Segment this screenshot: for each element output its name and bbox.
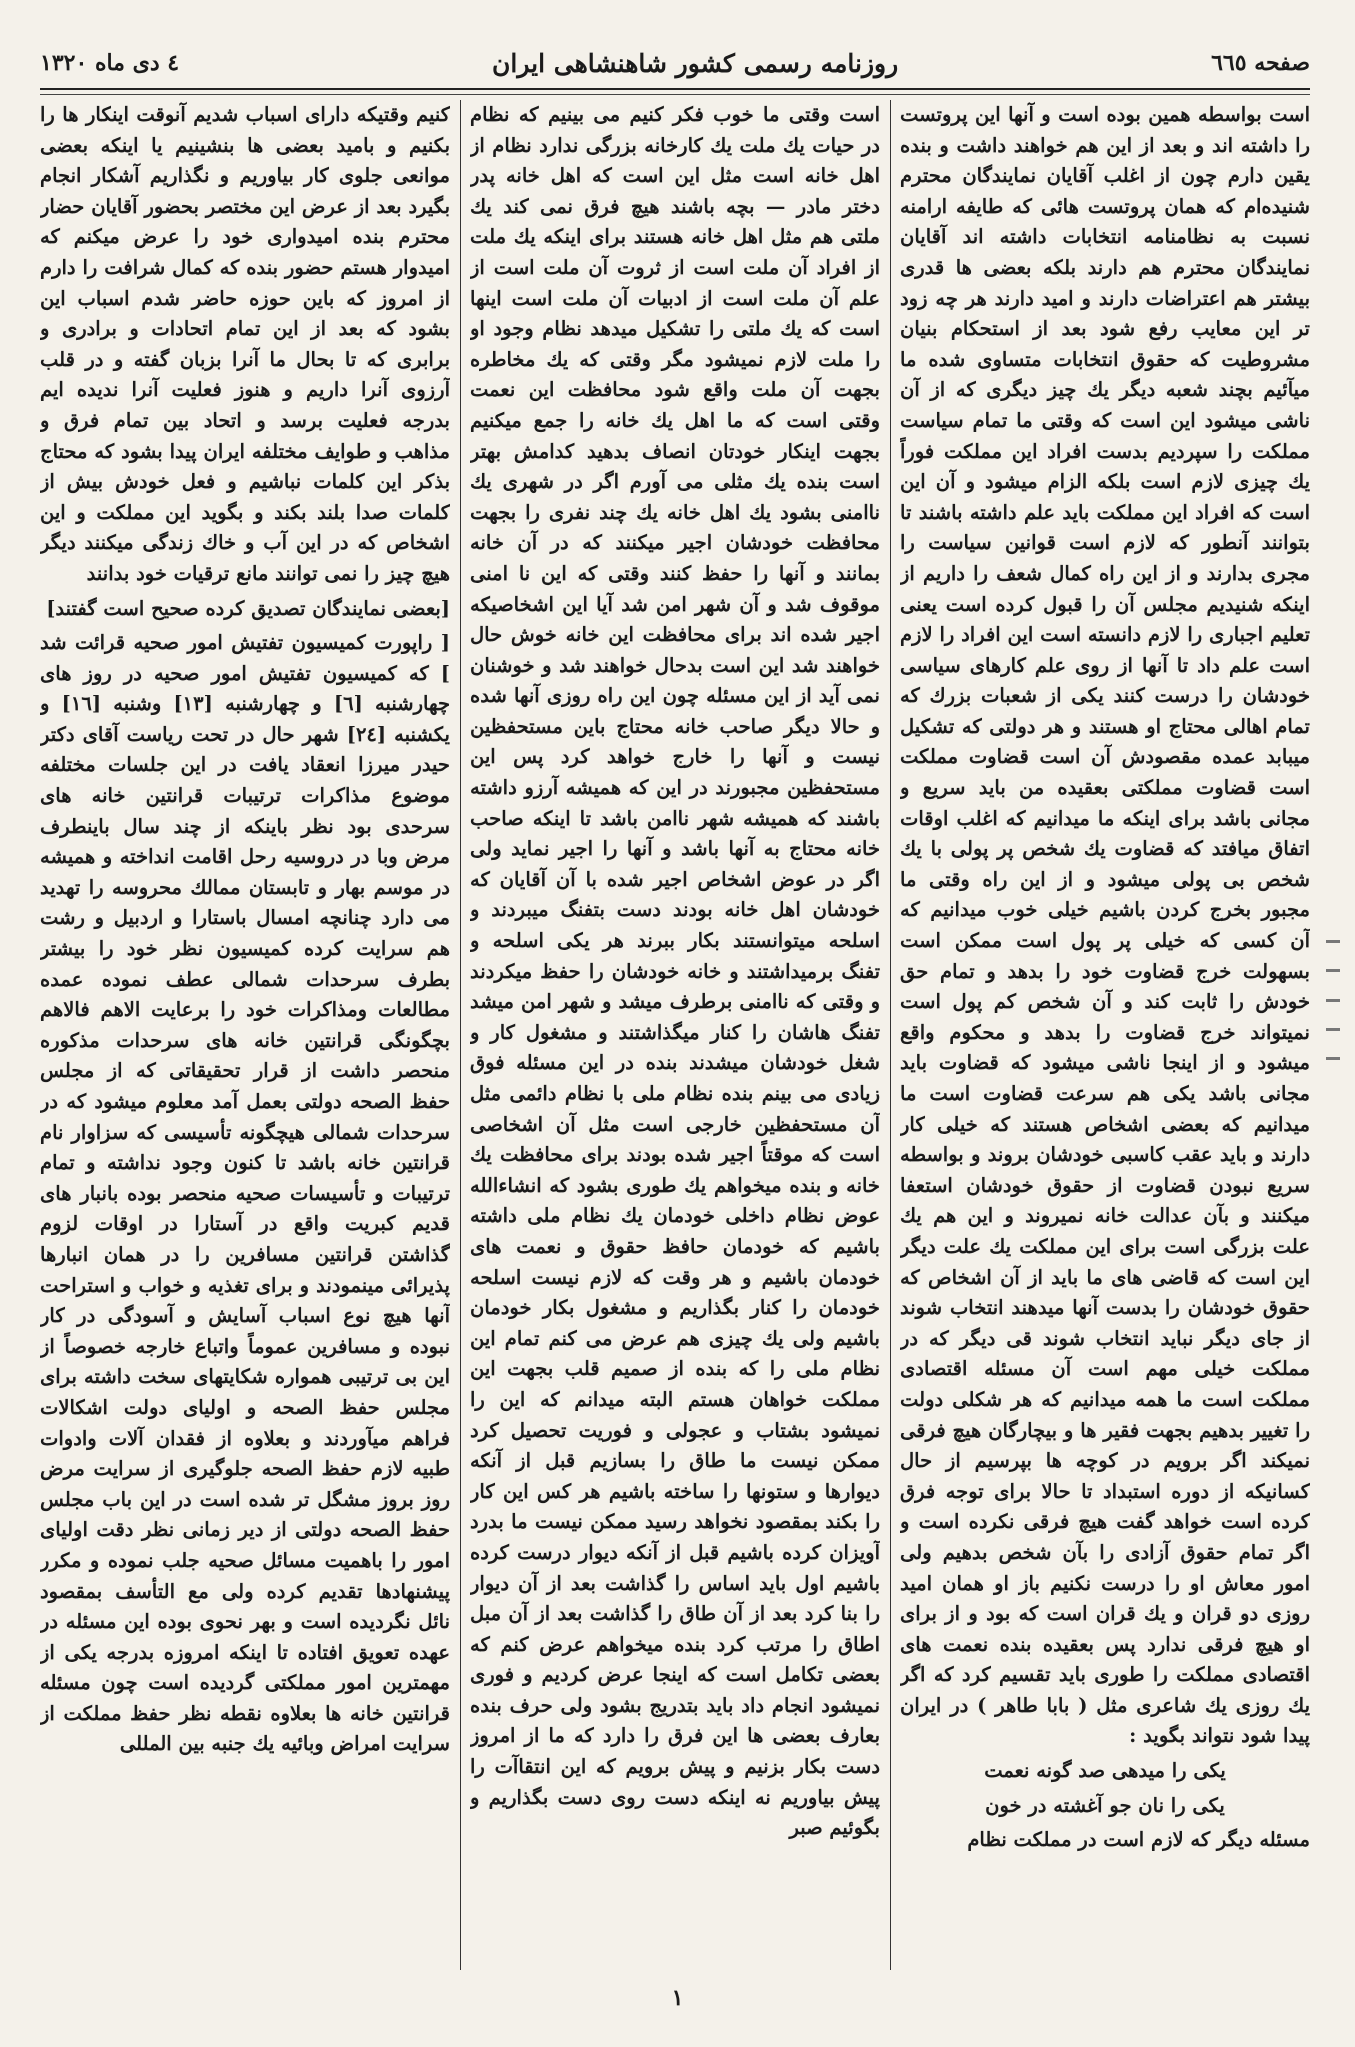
column-left	[40, 100, 450, 1970]
header-rule	[40, 88, 1310, 90]
header-rule-thin	[40, 94, 1310, 95]
paragraph: کنیم وقتیکه دارای اسباب شدیم آنوقت اینکار ها را بکنیم و بامید بعضی ها بنشینیم یا اینکه بعضی موانعی جلوی کار بیاوریم و نگذاریم آشکار انجام بگیرد بعد از عرض این مختصر بحضور آقایان حضار محترم بنده امیدواری خود را عرض میکنم که امیدوار هستم حضور بنده که کمال شرافت را دارم از امروز که باین حوزه حاضر شدم اسباب این بشود که بعد از این تمام اتحادات و برادری و برابری که تا بحال ما آنرا بزبان گفته و در قلب آرزوی آنرا داریم و هنوز فعلیت آنرا ندیده ایم بدرجه فعلیت برسد و اتحاد بین تمام فرق و مذاهب و طوایف مختلفه ایران پیدا بشود که محتاج بذکر این کلمات نباشیم و فعل خودش بیش از کلمات صدا بلند بکند و بگوید این مملکت و این اشخاص که در این آب و خاك زندگی میکنند دیگر هیچ چیز را نمی توانند مانع ترقیات خود بدانند	[40, 103, 450, 585]
text-columns	[40, 100, 1310, 1970]
page-label: صفحه ٦٦٥	[1211, 50, 1310, 76]
newspaper-title: روزنامه رسمی کشور شاهنشاهی ایران	[492, 48, 899, 78]
paragraph: [ راپورت کمیسیون تفتیش امور صحیه قرائت شد ] که کمیسیون تفتیش امور صحیه در روز های چهارشنبه [٦] و چهارشنبه [۱۳] وشنبه [۱٦] و یکشنبه [۲٤] شهر حال در تحت ریاست آقای دکتر حیدر میرزا انعقاد یافت در این جلسات مختلفه موضوع مذاکرات ترتیبات قرانتین خانه های سرحدی بود نظر باینکه از چند سال باینطرف مرض وبا در دروسیه رحل اقامت انداخته و همیشه در موسم بهار و تابستان ممالك محروسه را تهدید می دارد چنانچه امسال باستارا و اردبیل و رشت هم سرایت کرده کمیسیون نظر خود را بیشتر بطرف سرحدات شمالی عطف نموده عمده مطالعات ومذاکرات خود را برعایت الاهم فالاهم بچگونگی قرانتین خانه های سرحدات مذکوره منحصر داشت از قرار تحقیقاتی که از مجلس حفظ الصحه دولتی بعمل آمد معلوم میشود که در سرحدات شمالی هیچگونه تأسیسی که سزاوار نام قرانتین خانه باشد تا کنون وجود نداشته و تمام ترتیبات و تأسیسات صحیه منحصر بوده بانبار های قدیم کبریت واقع در آستارا در اوقات لزوم گذاشتن قرانتین مسافرین را در همان انبارها پذیرائی مینمودند و برای تغذیه و خواب و استراحت آنها هیچ نوع اسباب آسایش و آسودگی در کار نبوده و مسافرین عموماً واتباع خارجه خصوصاً از این بی ترتیبی همواره شکایتهای سخت داشته برای مجلس حفظ الصحه و اولیای دولت اشکالات فراهم میآوردند و بعلاوه از فقدان آلات وادوات طبیه لازم حفظ الصحه جلوگیری از سرایت مرض روز بروز مشگل تر شده است در این باب مجلس حفظ الصحه دولتی از دیر زمانی نظر دقت اولیای امور را باهمیت مسائل صحیه جلب نموده و مکرر پیشنهادها تقدیم کرده ولی مع التأسف بمقصود نائل نگردیده است و بهر نحوی بوده این مسئله در عهده تعویق افتاده تا اینکه امروزه بدرجه یکی از مهمترین امور مملکتی گردیده است چون مسئله قرانتین خانه ها بعلاوه نقطه نظر حفظ مملکت از سرایت امراض وبائیه یك جنبه بین المللی	[40, 631, 450, 1756]
column-divider	[890, 100, 891, 1970]
column-right	[900, 100, 1310, 1970]
paragraph: مسئله دیگر که لازم است در مملکت نظام	[967, 1828, 1310, 1852]
column-middle	[470, 100, 880, 1970]
bracket-note: [بعضی نمایندگان تصدیق کرده صحیح است گفتند]	[46, 596, 450, 620]
issue-date: ٤ دی ماه ۱۳۲۰	[40, 50, 180, 76]
paragraph: است وقتی ما خوب فکر کنیم می بینیم که نظام در حیات یك ملت یك کارخانه بزرگی ندارد نظام از اهل خانه است مثل این است که اهل خانه پدر دختر مادر — بچه باشند هیچ فرق نمی کند یك ملتی هم مثل اهل خانه هستند برای اینکه یك ملت از افراد آن ملت است از ثروت آن ملت است از علم آن ملت است از ادبیات آن ملت است اینها است که یك ملتی را تشکیل میدهد نظام وجود او را ملت لازم نمیشود مگر وقتی که یك مخاطره بجهت آن ملت واقع شود محافظت این نعمت وقتی است که ما اهل یك خانه را جمع میکنیم بجهت اینکار خودتان انصاف بدهید کدامش بهتر است بنده یك مثلی می آورم اگر در شهری یك ناامنی بشود یك اهل خانه یك چند نفری را بجهت محافظت خودشان اجیر میکنند که در آن خانه بمانند و آنها را حفظ کنند وقتی که این نا امنی موقوف شد و آن شهر امن شد آیا این اشخاصیکه اجیر شده اند برای محافظت این خانه خوش حال خواهند شد این است بدحال خواهند شد و خوشنان نمی آید از این مسئله چون این راه روزی آنها شده و حالا دیگر صاحب خانه محتاج باین مستحفظین نیست و آنها را خارج خواهد کرد پس این مستحفظین مجبورند در این که همیشه آرزو داشته باشند که همیشه شهر ناامن باشد تا اینکه صاحب خانه محتاج به آنها باشد و آنها را اجیر نماید ولی اگر در عوض اشخاص اجیر شده با آن آقایان که خودشان اهل خانه بودند دست بتفنگ میبردند و اسلحه میتوانستند بکار ببرند هر یکی اسلحه و تفنگ برمیداشتند و خانه خودشان را حفظ میکردند و وقتی که ناامنی برطرف میشد و شهر امن میشد تفنگ هاشان را کنار میگذاشتند و مشغول کار و شغل خودشان میشدند بنده در این مسئله فوق زیادی می بینم بنده نظام ملی با نظام دائمی مثل آن مستحفظین خارجی است مثل آن اشخاصی است که موقتاً اجیر شده بودند برای محافظت یك خانه و بنده میخواهم یك طوری بشود که انشاءالله عوض نظام داخلی خودمان یك نظام ملی داشته باشیم که خودمان حافظ حقوق و نعمت های خودمان باشیم و هر وقت که لازم نیست اسلحه خودمان را کنار بگذاریم و مشغول بکار خودمان باشیم ولی یك چیزی هم عرض می کنم تمام این نظام ملی را که بنده از صمیم قلب بجهت این مملکت خواهان هستم البته میدانم که این را نمیشود بشتاب و عجولی و فوریت تحصیل کرد ممکن نیست ما طاق را بسازیم قبل از آنکه دیوارها و ستونها را ساخته باشیم هر کس این کار را بکند بمقصود نخواهد رسید ممکن نیست ما بدرد آویزان کرده باشیم قبل از آنکه دیوار درست کرده باشیم اول باید اساس را گذاشت بعد از آن دیوار را بنا کرد بعد از آن طاق را گذاشت بعد از آن مبل اطاق را مرتب کرد بنده میخواهم عرض کنم که بعضی تکامل است که اینجا عرض کردیم و فوری نمیشود انجام داد باید بتدریج بشود ولی حرف بنده بعارف بعضی ها این فرق را دارد که ما از امروز دست بکار بزنیم و پیش برویم که این انتقاآت را پیش بیاوریم نه اینکه دست روی دست بگذاریم و بگوئیم صبر	[470, 103, 880, 1840]
margin-stamp	[1318, 940, 1348, 1060]
verse-line: یکی را نان جو آغشته در خون	[985, 1793, 1225, 1817]
verse-line: یکی را میدهی صد گونه نعمت	[984, 1759, 1226, 1783]
column-divider	[460, 100, 461, 1970]
page-header	[40, 40, 1310, 86]
page-number: ۱	[671, 1985, 684, 2011]
paragraph: است بواسطه همین بوده است و آنها این پروتست را داشته اند و بعد از این هم خواهند داشت و بنده یقین دارم چون از اغلب آقایان نمایندگان محترم شنیده‌ام که همان پروتست هائی که طایفه ارامنه نسبت به نظامنامه انتخابات داشته اند آقایان نمایندگان محترم هم دارند بلکه بعضی ها قدری بیشتر هم اعتراضات دارند و امید دارند هر چه زود تر این معایب رفع شود بعد از استحکام بنیان مشروطیت که حقوق انتخابات متساوی شده ما میآئیم بچند شعبه دیگر یك چیز دیگری که از آن ناشی میشود این است که وقتی ما تمام سیاست مملکت را سپردیم بدست افراد این مملکت فوراً یك چیزی لازم است بلکه الزام میشود و آن این است که افراد این مملکت باید علم داشته باشند تا بتوانند آنطور که لازم است قوانین سیاست را مجری بدارند و از این راه کمال شعف را داریم از اینکه شنیدیم مجلس آن را قبول کرده است یعنی تعلیم اجباری را لازم دانسته است این افراد را لازم است علم داد تا آنها از روی علم کارهای سیاسی خودشان را درست کنند یکی از شعبات بزرك که تمام اهالی محتاج او هستند و هر دولتی که تشکیل میبابد عمده مقصودش آن است قضاوت مملکت است قضاوت مملکتی بعقیده من باید سریع و مجانی باشد برای اینکه ما میدانیم که اغلب اوقات اتفاق میافتد که قضاوت یك شخص پر پولی با یك شخص بی پولی میشود و از این راه وقتی ما مجبور بخرج کردن باشیم خیلی خوب میدانیم که آن کسی که خیلی پر پول است ممکن است بسهولت خرج قضاوت خود را بدهد و تمام حق خودش را ثابت کند و آن شخص کم پول است نمیتواند خرج قضاوت را بدهد و محکوم واقع میشود و از اینجا ناشی میشود که قضاوت باید مجانی باشد یکی هم سرعت قضاوت است ما میدانیم که بعضی اشخاص هستند که خیلی کار دارند و باید عقب کاسبی خودشان بروند و بواسطه سریع نبودن قضاوت از حقوق خودشان استعفا میکنند و بآن عدالت خانه نمیروند و این هم یك علت بزرگی است برای این مملکت یك علت دیگر این است که قاضی های ما باید از آن اشخاص که حقوق خودشان را بدست آنها میدهند انتخاب شوند از جای دیگر نباید انتخاب شوند قی دیگر که در مملکت خیلی مهم است آن مسئله اقتصادی مملکت است ما همه میدانیم که هر شکلی دولت را تغییر بدهیم بجهت فقیر ها و بیچارگان هیچ فرقی نمیکند اگر برویم در کوچه ها بپرسیم از حال کسانیکه از دوره استبداد تا حالا برای توجه فرق کرده است خواهد گفت هیچ فرقی نکرده است و اگر تمام حقوق آزادی را بآن شخص بدهیم ولی امور معاش او را درست نکنیم باز او همان امید روزی دو قران و یك قران است که بود و از برای او هیچ فرقی ندارد پس بعقیده بنده نعمت های اقتصادی مملکت را طوری باید تقسیم کرد که اگر یك روزی یك شاعری مثل ( بابا طاهر ) در ایران پیدا شود نتواند بگوید :	[900, 103, 1310, 1748]
